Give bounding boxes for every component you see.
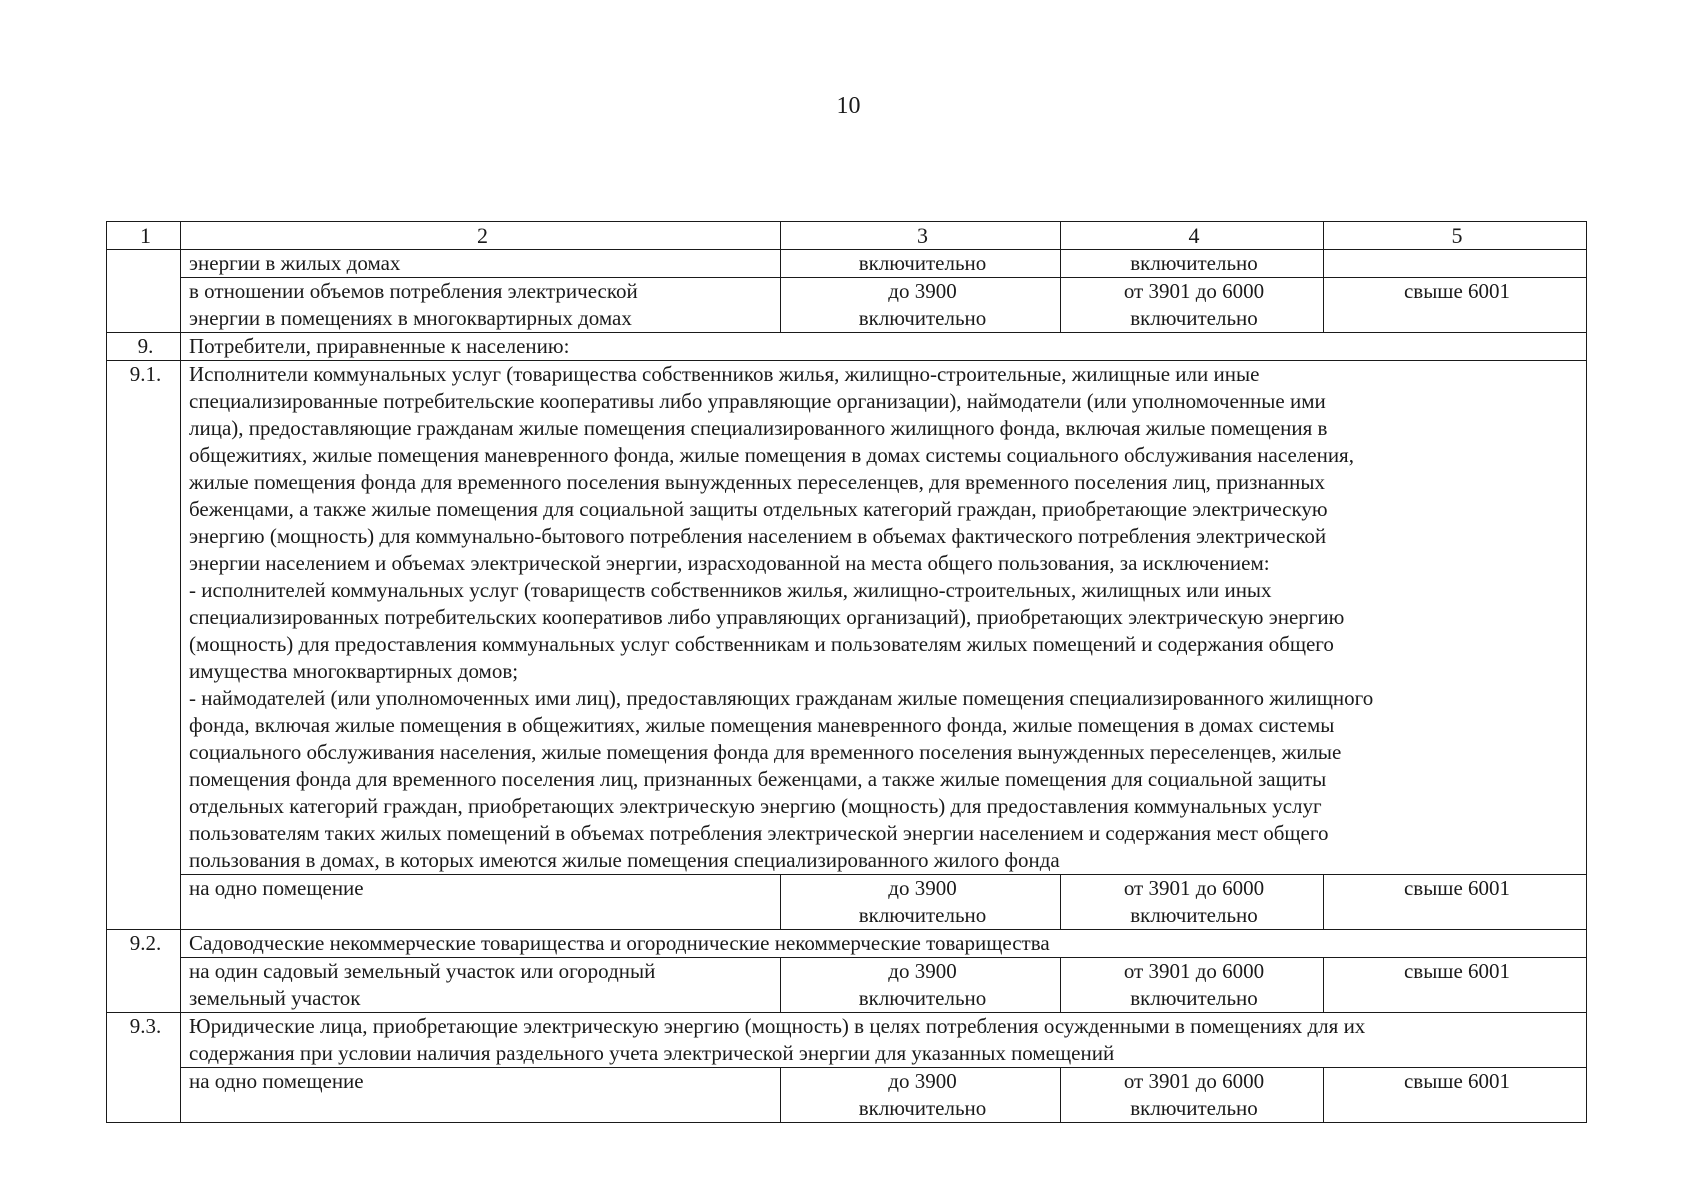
row-description: Садоводческие некоммерческие товарищества и огороднические некоммерческие товарищества [181, 930, 1587, 958]
header-cell-5: 5 [1324, 222, 1587, 250]
description-line: социального обслуживания населения, жилые помещения фонда для временного поселения вынужденных переселенцев, жилые [189, 740, 1342, 764]
description-line: - исполнителей коммунальных услуг (товариществ собственников жилья, жилищно-строительных, жилищных или иных [189, 578, 1272, 602]
description-line: на один садовый земельный участок или огородный [189, 959, 656, 983]
description-line: специализированных потребительских кооперативов либо управляющих организаций), приобретающих электрическую энергию [189, 605, 1345, 629]
description-line: жилые помещения фонда для временного поселения вынужденных переселенцев, для временного поселения лиц, признанных [189, 470, 1326, 494]
header-cell-4: 4 [1061, 222, 1324, 250]
table-row [107, 278, 1587, 333]
description-line: (мощность) для предоставления коммунальных услуг собственникам и пользователям жилых помещений и содержания общего [189, 632, 1334, 656]
range-mid [1061, 1068, 1324, 1123]
range-value: от 3901 до 6000 [1123, 876, 1265, 900]
description-line: энергию (мощность) для коммунально-бытового потребления населением в объемах фактического потребления электрической [189, 524, 1327, 548]
row-number: 9.3. [107, 1013, 181, 1123]
range-low [781, 958, 1061, 1013]
table-row [107, 361, 1587, 875]
range-qualifier: включительно [858, 1096, 987, 1120]
row-number: 9. [107, 333, 181, 361]
table-row [107, 930, 1587, 958]
range-high: свыше 6001 [1324, 875, 1587, 930]
description-line: общежитиях, жилые помещения маневренного фонда, жилые помещения в домах системы социального обслуживания населения, [189, 443, 1354, 467]
range-qualifier: включительно [858, 306, 987, 330]
table-row [107, 958, 1587, 1013]
table-header-row [107, 222, 1587, 250]
row-description: на одно помещение [181, 1068, 781, 1123]
range-mid [1061, 958, 1324, 1013]
table-row [107, 250, 1587, 278]
range-high [1324, 250, 1587, 278]
header-cell-1: 1 [107, 222, 181, 250]
table-row [107, 1013, 1587, 1068]
description-line: отдельных категорий граждан, приобретающих электрическую энергию (мощность) для предоставления коммунальных услуг [189, 794, 1322, 818]
description-line: энергии населением и объемах электрической энергии, израсходованной на места общего пользования, за исключением: [189, 551, 1270, 575]
row-description [181, 278, 781, 333]
range-low [781, 278, 1061, 333]
range-value: от 3901 до 6000 [1123, 1069, 1265, 1093]
row-description [181, 958, 781, 1013]
description-line: - наймодателей (или уполномоченных ими лиц), предоставляющих гражданам жилые помещения специализированного жилищного [189, 686, 1374, 710]
description-line: имущества многоквартирных домов; [189, 659, 519, 683]
range-qualifier: включительно [1130, 903, 1258, 927]
range-value: от 3901 до 6000 [1123, 279, 1265, 303]
range-mid [1061, 875, 1324, 930]
table-row [107, 1068, 1587, 1123]
description-line: пользования в домах, в которых имеются жилые помещения специализированного жилого фонда [189, 848, 1060, 872]
header-cell-3: 3 [781, 222, 1061, 250]
range-mid [1061, 278, 1324, 333]
header-cell-2: 2 [181, 222, 781, 250]
range-high: свыше 6001 [1324, 278, 1587, 333]
row-description: Потребители, приравненные к населению: [181, 333, 1587, 361]
range-value: до 3900 [888, 959, 957, 983]
range-value: от 3901 до 6000 [1123, 959, 1265, 983]
description-line: в отношении объемов потребления электрической [189, 279, 638, 303]
range-value: до 3900 [888, 1069, 957, 1093]
description-line: беженцами, а также жилые помещения для социальной защиты отдельных категорий граждан, приобретающие электрическую [189, 497, 1328, 521]
range-qualifier: включительно [1130, 986, 1258, 1010]
row-number: 9.2. [107, 930, 181, 1013]
row-description: на одно помещение [181, 875, 781, 930]
page-number: 10 [836, 93, 861, 119]
range-qualifier: включительно [858, 903, 987, 927]
range-high: свыше 6001 [1324, 958, 1587, 1013]
range-value: до 3900 [888, 279, 957, 303]
table-row [107, 333, 1587, 361]
description-line: Юридические лица, приобретающие электрическую энергию (мощность) в целях потребления осужденными в помещениях для их [189, 1014, 1366, 1038]
tariff-table [106, 221, 1587, 1123]
description-line: пользователям таких жилых помещений в объемах потребления электрической энергии населением и содержания мест общего [189, 821, 1329, 845]
range-low [781, 875, 1061, 930]
row-description [181, 1013, 1587, 1068]
description-line: специализированные потребительские кооперативы либо управляющие организации), наймодатели (или уполномоченные ими [189, 389, 1326, 413]
row-description [181, 361, 1587, 875]
range-qualifier: включительно [1130, 1096, 1258, 1120]
range-qualifier: включительно [858, 986, 987, 1010]
description-line: Исполнители коммунальных услуг (товарищества собственников жилья, жилищно-строительные, жилищные или иные [189, 362, 1260, 386]
range-qualifier: включительно [1130, 306, 1258, 330]
range-low [781, 1068, 1061, 1123]
row-number: 9.1. [107, 361, 181, 930]
description-line: земельный участок [189, 986, 361, 1010]
range-value: до 3900 [888, 876, 957, 900]
description-line: содержания при условии наличия раздельного учета электрической энергии для указанных помещений [189, 1041, 1115, 1065]
description-line: энергии в помещениях в многоквартирных домах [189, 306, 632, 330]
table-row [107, 875, 1587, 930]
range-mid: включительно [1061, 250, 1324, 278]
range-low: включительно [781, 250, 1061, 278]
range-high: свыше 6001 [1324, 1068, 1587, 1123]
row-description: энергии в жилых домах [181, 250, 781, 278]
description-line: лица), предоставляющие гражданам жилые помещения специализированного жилищного фонда, включая жилые помещения в [189, 416, 1328, 440]
description-line: фонда, включая жилые помещения в общежитиях, жилые помещения маневренного фонда, жилые помещения в домах системы [189, 713, 1335, 737]
row-number-cell [107, 250, 181, 333]
description-line: помещения фонда для временного поселения лиц, признанных беженцами, а также жилые помещения для социальной защиты [189, 767, 1327, 791]
